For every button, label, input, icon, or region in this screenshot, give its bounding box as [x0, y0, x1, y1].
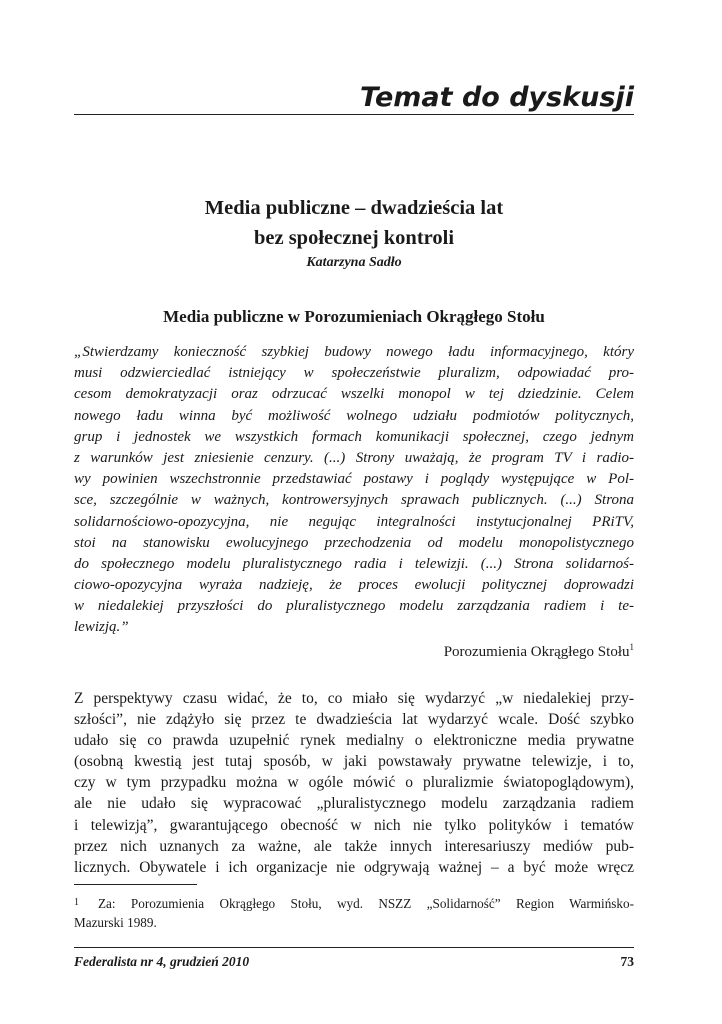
article-title-line2: bez społecznej kontroli [253, 227, 455, 249]
quote-attribution [74, 636, 634, 663]
footnote-number: 1 [74, 897, 79, 908]
section-subheading: Media publiczne w Porozumieniach Okrągłego Stołu [163, 307, 545, 326]
quote-line: ciowo-opozycyjna wyraża nadzieję, że proces ewolucji politycznej doprowadzi [74, 577, 634, 594]
quote-line: do społecznego modelu pluralistycznego radia i telewizji. (...) Strona solidarnoś- [74, 555, 634, 572]
body-line: Z perspektywy czasu widać, że to, co miało się wydarzyć „w niedalekiej przy- [74, 690, 634, 707]
article-author: Katarzyna Sadło [306, 255, 402, 270]
quote-line: nowego ładu winna być możliwość wolnego udziału podmiotów politycznych, [74, 407, 634, 424]
footnote [74, 893, 634, 933]
quote-line: sce, szczególnie w ważnych, kontrowersyjnych sprawach publicznych. (...) Strona [74, 492, 634, 509]
footnote-reference[interactable]: 1 [629, 642, 634, 652]
quote-block [74, 342, 634, 639]
quote-line: lewizją.” [74, 619, 129, 636]
footer-publication: Federalista nr 4, grudzień 2010 [74, 954, 250, 969]
quote-line: „Stwierdzamy konieczność szybkiej budowy nowego ładu informacyjnego, który [74, 344, 634, 360]
quote-line: musi odzwierciedlać istniejący w społeczeństwie pluralizm, odpowiadać pro- [74, 365, 634, 382]
quote-line: wy powinien wszechstronnie przedstawiać postawy i poglądy występujące w Pol- [74, 471, 634, 488]
body-line: (osobną kwestią jest tutaj sposób, w jaki powstawały prywatne telewizje, i to, [74, 753, 634, 771]
article-title-line1: Media publiczne – dwadzieścia lat [204, 197, 504, 219]
quote-line: grup i jednostek we wszystkich formach komunikacji społecznej, czego jednym [74, 428, 634, 445]
footnote-line [74, 893, 634, 913]
body-line: ale nie udało się wypracować „pluralistycznego modelu zarządzania radiem [74, 795, 634, 813]
body-paragraph [74, 688, 634, 878]
footnote-text: Za: Porozumienia Okrągłego Stołu, wyd. NSZZ „Solidarność” Region Warmińsko- [98, 896, 634, 911]
body-line: czy w tym przypadku można w ogóle mówić o pluralizmie światopoglądowym), [74, 774, 634, 792]
body-line: udało się co prawda uzupełnić rynek medialny o elektroniczne media prywatne [74, 732, 634, 750]
quote-line: solidarnościowo-opozycyjna, nie negując integralności instytucjonalnej PRiTV, [74, 513, 634, 530]
body-line: przez nich uznanych za ważne, ale także innych interesariuszy mediów pub- [74, 837, 634, 855]
section-header: Temat do dyskusji [360, 82, 634, 113]
body-line: i telewizją”, gwarantującego obecność w nich nie tylko polityków i tematów [74, 816, 634, 834]
attribution-text: Porozumienia Okrągłego Stołu [443, 644, 630, 660]
quote-line: w niedalekiej przyszłości do pluralistycznego modelu zarządzania radiem i te- [74, 598, 634, 615]
quote-line: cesom demokratyzacji oraz odrzucać wszelki monopol w tej dziedzinie. Celem [74, 386, 634, 403]
article-title [74, 193, 634, 253]
footnote-line: Mazurski 1989. [74, 915, 157, 930]
body-line: szłości”, nie zdążyło się przez te dwadzieścia lat wydarzyć wcale. Dość szybko [74, 711, 634, 729]
header-rule [74, 114, 634, 115]
body-line: licznych. Obywatele i ich organizacje nie odgrywają ważnej – a być może wręcz [74, 858, 634, 876]
quote-line: stoi na stanowisku ewolucyjnego przechodzenia od modelu monopolistycznego [74, 534, 634, 551]
page-number: 73 [620, 954, 634, 969]
footer-rule [74, 947, 634, 948]
footnote-rule [74, 884, 197, 885]
quote-line: z warunków jest zniesienie cenzury. (...) Strony uważają, że program TV i radio- [74, 449, 634, 466]
